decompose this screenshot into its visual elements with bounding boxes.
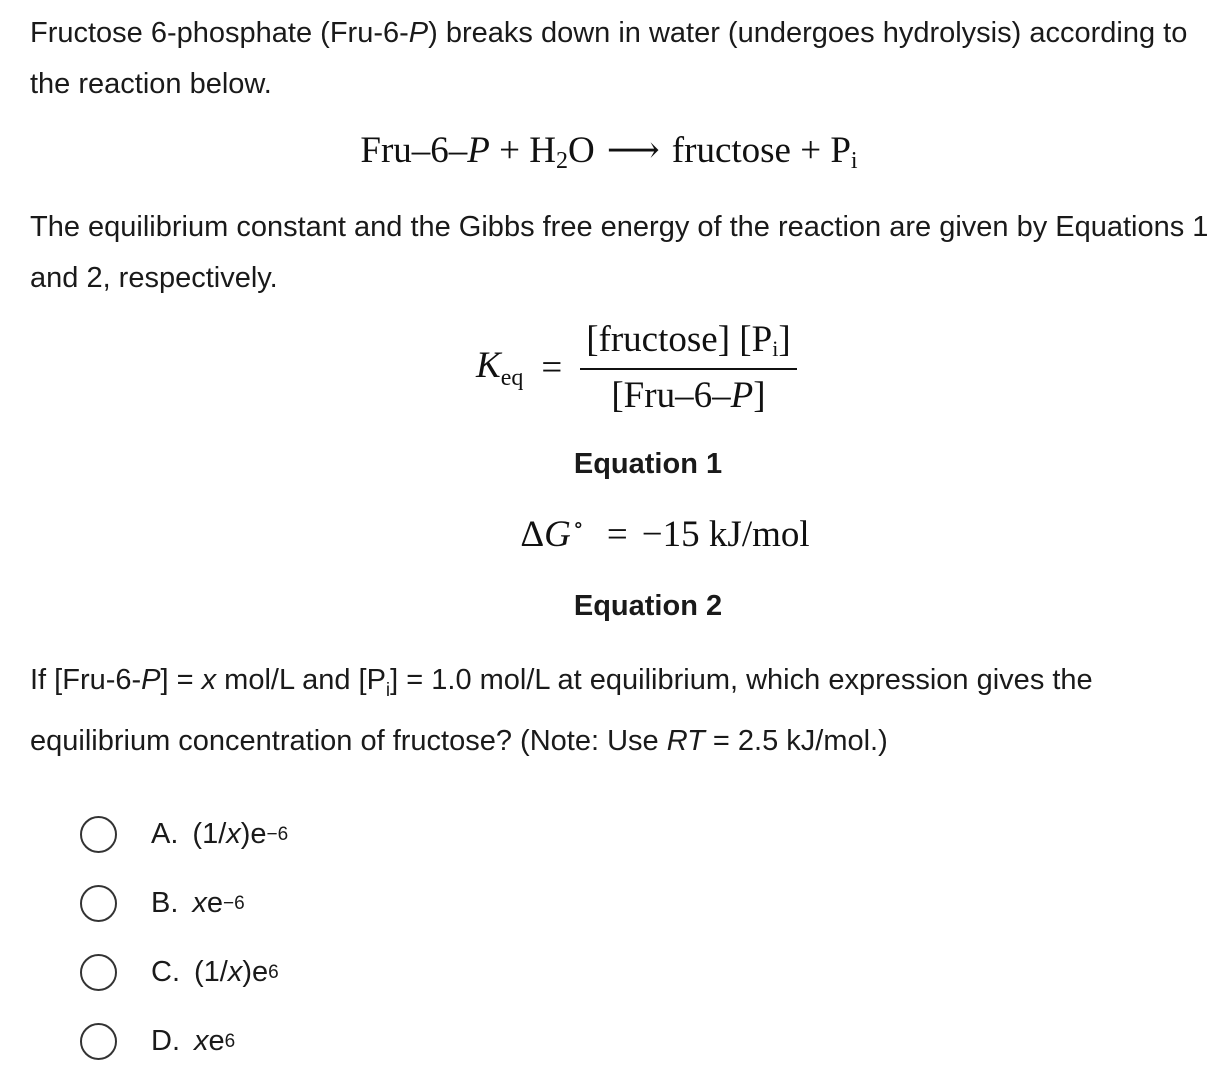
equation-1-keq [476, 318, 797, 417]
choice-letter: B. [151, 887, 179, 919]
choice-variable: x [194, 1025, 209, 1057]
denominator-p: P [730, 375, 754, 416]
reaction-equation [0, 128, 1218, 175]
plus-sign-2: + [800, 130, 822, 171]
denominator-text: [Fru–6– [611, 375, 731, 416]
question-part: If [Fru-6- [30, 664, 142, 696]
choice-variable: x [226, 818, 241, 850]
keq-fraction [580, 318, 796, 417]
phosphate-subscript: i [850, 148, 858, 174]
choice-letter: A. [151, 818, 179, 850]
choice-text: e [208, 1025, 225, 1057]
question-part: ] = [160, 664, 202, 696]
question-part: ] = 1.0 mol/L at equilibrium, which expression gives the equilibrium concentration of fructose? (Note: Use [30, 664, 1093, 757]
water-subscript: 2 [556, 148, 569, 174]
keq-symbol [476, 344, 523, 392]
product-fructose: fructose [671, 130, 791, 171]
choice-a[interactable]: A. (1/ x )e −6 [80, 800, 288, 869]
intro-italic-p: P [408, 17, 429, 49]
water-h: H [529, 130, 557, 171]
question-italic-p: P [141, 664, 161, 696]
question-subscript: i [385, 679, 391, 701]
question-x: x [201, 664, 217, 696]
equation-2-label: Equation 2 [573, 590, 723, 622]
choice-variable: x [192, 887, 207, 919]
choice-b[interactable]: B. x e −6 [80, 869, 288, 938]
choice-d[interactable]: D. x e 6 [80, 1007, 288, 1076]
answer-choices [80, 800, 288, 1076]
question-text [30, 655, 1210, 767]
denominator-bracket: ] [753, 375, 766, 416]
choice-letter: C. [151, 956, 180, 988]
water-o: O [568, 130, 595, 171]
delta-symbol: Δ [520, 514, 545, 555]
choice-text: )e [240, 818, 267, 850]
plus-sign: + [499, 130, 521, 171]
choice-text: (1/ [192, 818, 227, 850]
delta-g-value: −15 kJ/mol [641, 514, 810, 555]
radio-button-icon[interactable] [80, 885, 117, 922]
radio-button-icon[interactable] [80, 1023, 117, 1060]
equations-intro: The equilibrium constant and the Gibbs free energy of the reaction are given by Equations 1 and 2, respectively. [30, 211, 1209, 294]
choice-c[interactable]: C. (1/ x )e 6 [80, 938, 288, 1007]
choice-text: e [206, 887, 224, 919]
radio-button-icon[interactable] [80, 954, 117, 991]
numerator-text: [fructose] [P [586, 319, 773, 360]
equals-sign: = [541, 347, 563, 388]
equation-1-label: Equation 1 [573, 448, 723, 480]
choice-letter: D. [151, 1025, 180, 1057]
k-letter: K [476, 344, 501, 386]
reactant-p: P [467, 130, 490, 171]
choice-text: (1/ [194, 956, 228, 988]
intro-text-2: ) breaks down in water (undergoes hydrolysis) according to the reaction below. [30, 17, 1188, 100]
k-subscript: eq [500, 364, 524, 391]
choice-variable: x [227, 956, 243, 988]
fraction-numerator [580, 318, 796, 370]
numerator-bracket: ] [778, 319, 791, 360]
intro-text: Fructose 6-phosphate (Fru-6- [30, 17, 409, 49]
reaction-arrow: ⟶ [606, 130, 660, 171]
g-symbol: G [544, 514, 571, 555]
equation-2-delta-g [56, 512, 1218, 556]
equals-sign-2: = [606, 514, 628, 555]
reactant-fru6: Fru–6– [360, 130, 468, 171]
degree-symbol: ∘ [572, 512, 584, 537]
numerator-subscript: i [772, 336, 779, 361]
intro-paragraph [30, 8, 1210, 110]
fraction-denominator [605, 370, 771, 417]
radio-button-icon[interactable] [80, 816, 117, 853]
question-rt: RT [666, 724, 705, 757]
choice-text: )e [242, 956, 269, 988]
question-part: mol/L and [P [216, 664, 386, 696]
product-phosphate: P [830, 130, 851, 171]
question-part: = 2.5 kJ/mol.) [704, 724, 888, 757]
